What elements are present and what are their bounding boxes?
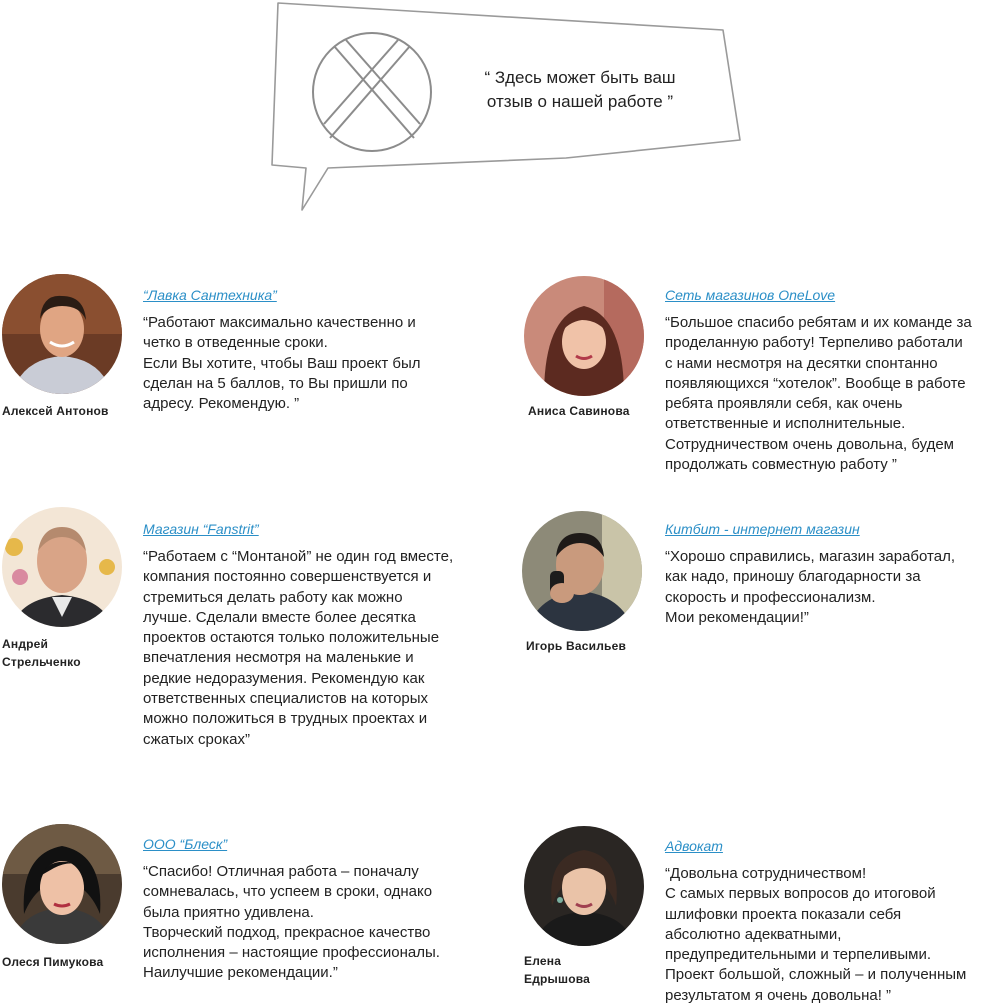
company-link[interactable]: Магазин “Fanstrit” xyxy=(143,521,259,537)
company-link[interactable]: Адвокат xyxy=(665,838,723,854)
company-link[interactable]: “Лавка Сантехника” xyxy=(143,287,277,303)
company-link[interactable]: Сеть магазинов OneLove xyxy=(665,287,836,303)
avatar xyxy=(522,511,642,631)
reviewer-name: Олеся Пимукова xyxy=(2,955,104,969)
review-text: “Большое спасибо ребятам и их команде за проделанную работу! Терпеливо работали с нами несмотря на десятки спонтанно появляющихся “хотелок”. Вообще в работе ребята проявляли себя, как очень ответственные и исполнительные. Сотрудничеством очень довольна, будем продолжать совместную работу ” xyxy=(665,314,972,474)
reviewer-name: Игорь Васильев xyxy=(526,639,627,653)
avatar xyxy=(2,274,122,394)
reviewer-name: Елена Едрышова xyxy=(524,954,591,986)
company-link[interactable]: Китбит - интернет магазин xyxy=(665,521,860,537)
avatar xyxy=(524,276,644,396)
avatar xyxy=(2,824,122,944)
avatar xyxy=(524,826,644,946)
review-text: “Работаем с “Монтаной” не один год вместе, компания постоянно совершенствуется и стремиться делать работу как можно лучше. Сделали вместе более десятка проектов остаются только положительные впечатления несмотря на маленькие и редкие недоразумения. Рекомендую как ответственных специалистов на которых можно положиться в трудных проектах и сжатых сроках” xyxy=(143,548,454,748)
placeholder-testimonial-bubble xyxy=(268,0,748,215)
reviewer-name: Аниса Савинова xyxy=(528,404,630,418)
reviewer-name: Алексей Антонов xyxy=(2,404,109,418)
placeholder-photo-icon xyxy=(308,28,438,158)
company-link[interactable]: ООО “Блеск” xyxy=(143,836,228,852)
review-text: “Довольна сотрудничеством! С самых первых вопросов до итоговой шлифовки проекта показали себя абсолютно адекватными, предупредительными и терпеливыми. Проект большой, сложный – и полученным результатом я очень довольна! ” xyxy=(665,865,967,1004)
review-text: “Спасибо! Отличная работа – поначалу сомневалась, что успеем в сроки, однако была приятно удивлена. Творческий подход, прекрасное качество исполнения – настоящие профессионалы. Наилучшие рекомендации.” xyxy=(143,863,440,982)
reviewer-name: Андрей Стрельченко xyxy=(2,637,81,669)
review-text: “Работают максимально качественно и четко в отведенные сроки. Если Вы хотите, чтобы Ваш проект был сделан на 5 баллов, то Вы пришли по адресу. Рекомендую. ” xyxy=(143,314,421,413)
avatar xyxy=(2,507,122,627)
review-text: “Хорошо справились, магазин заработал, как надо, приношу благодарности за скорость и профессионализм. Мои рекомендации!” xyxy=(665,548,955,626)
placeholder-quote: “ Здесь может быть ваш отзыв о нашей работе ” xyxy=(484,68,676,111)
